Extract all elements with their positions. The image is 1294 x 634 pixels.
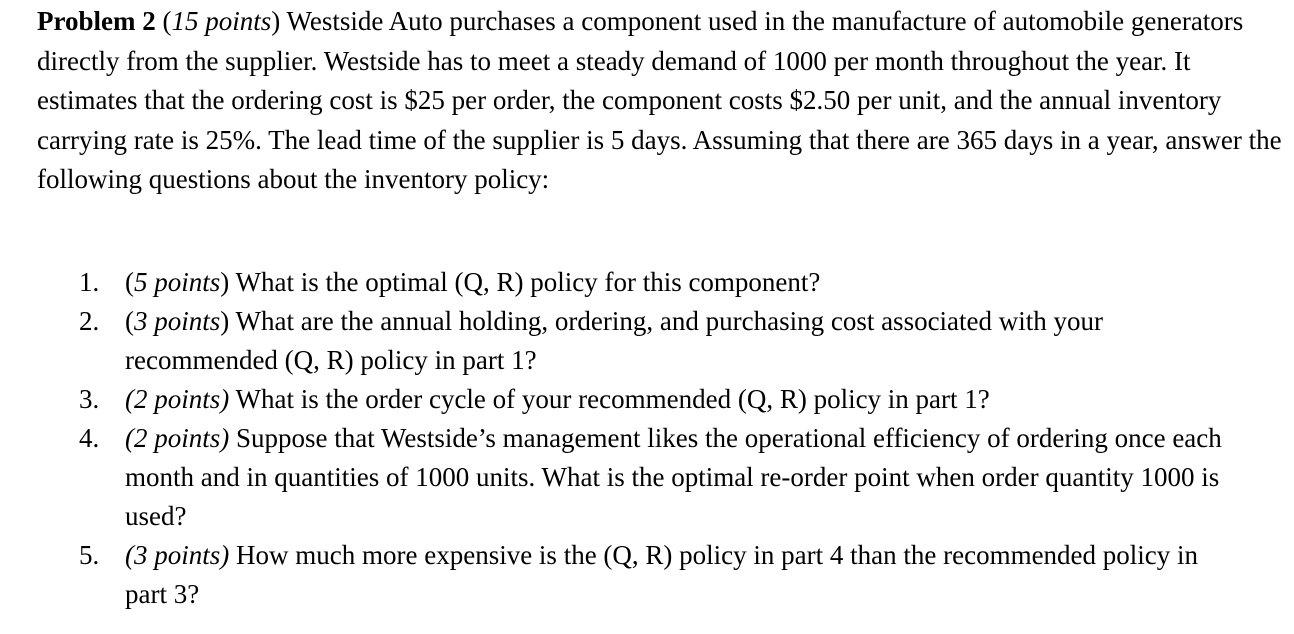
question-text: What are the annual holding, ordering, and purchasing cost associated with your recommended (Q, R) policy in part 1? (125, 306, 1104, 375)
question-number: 5. (79, 540, 100, 570)
question-paren-open: ( (125, 423, 134, 453)
problem-statement (37, 0, 1282, 200)
question-item (37, 380, 1237, 419)
question-paren-close: ) (220, 306, 230, 336)
question-text: What is the order cycle of your recommended (Q, R) policy in part 1? (229, 384, 990, 414)
question-points: 5 points (134, 267, 221, 297)
question-paren-open: ( (125, 267, 134, 297)
question-paren-close: ) (220, 267, 230, 297)
question-points: 3 points (134, 306, 221, 336)
question-points: 2 points) (134, 384, 230, 414)
question-number: 4. (79, 423, 100, 453)
question-item (37, 263, 1237, 302)
question-points: 2 points) (134, 423, 230, 453)
problem-text: Westside Auto purchases a component used in the manufacture of automobile generators directly from the supplier. Westside has to meet a steady demand of 1000 per month throughout the year. It estimates that the ordering cost is $25 per order, the component costs $2.50 per unit, and the annual inventory carrying rate is 25%. The lead time of the supplier is 5 days. Assuming that there are 365 days in a year, answer the following questions about the inventory policy: (37, 6, 1282, 194)
question-item (37, 302, 1237, 380)
question-paren-open: ( (125, 384, 134, 414)
question-paren-open: ( (125, 540, 134, 570)
question-item (37, 536, 1237, 614)
question-item (37, 419, 1237, 536)
problem-title: Problem 2 (37, 6, 156, 36)
document-page (37, 0, 1282, 609)
problem-points-close: ) (271, 6, 281, 36)
question-number: 1. (79, 267, 100, 297)
question-text: How much more expensive is the (Q, R) policy in part 4 than the recommended policy in part 3? (125, 540, 1199, 609)
problem-points-open: ( (155, 6, 172, 36)
problem-points: 15 points (171, 6, 272, 36)
question-number: 3. (79, 384, 100, 414)
question-list (37, 263, 1237, 614)
question-text: What is the optimal (Q, R) policy for this component? (229, 267, 821, 297)
question-points: 3 points) (134, 540, 230, 570)
question-paren-open: ( (125, 306, 134, 336)
question-text: Suppose that Westside’s management likes the operational efficiency of ordering once each month and in quantities of 1000 units. What is the optimal re-order point when order quantity 1000 is used? (125, 423, 1222, 531)
question-number: 2. (79, 306, 100, 336)
